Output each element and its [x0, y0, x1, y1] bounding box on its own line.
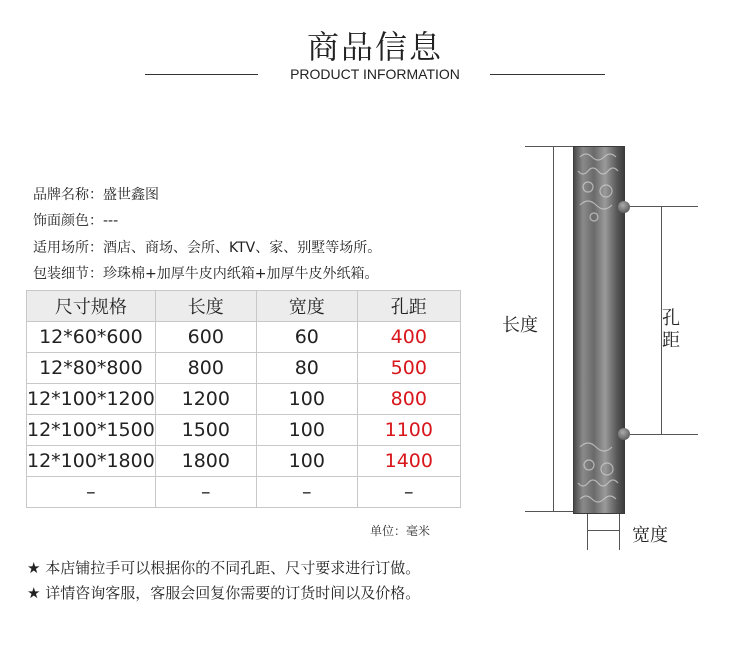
cell-length: 1800 [155, 446, 256, 477]
note-customization: ★ 本店铺拉手可以根据你的不同孔距、尺寸要求进行订做。 [27, 559, 421, 577]
width-right-tick [619, 514, 620, 550]
cell-length: 800 [155, 353, 256, 384]
note-contact: ★ 详情咨询客服，客服会回复你需要的订货时间以及价格。 [27, 584, 421, 602]
cell-hole-distance: 500 [357, 353, 460, 384]
info-packaging-value: 珍珠棉+加厚牛皮内纸箱+加厚牛皮外纸箱。 [103, 266, 379, 282]
info-brand-value: 盛世鑫图 [103, 187, 159, 203]
unit-note: 单位：毫米 [370, 524, 431, 538]
table-row [27, 446, 461, 477]
length-bottom-tick [525, 511, 573, 512]
info-venues-value: 酒店、商场、会所、KTV、家、别墅等场所。 [103, 240, 382, 256]
info-packaging-label: 包装细节： [33, 266, 103, 282]
table-row [27, 322, 461, 353]
table-header-row [27, 291, 461, 322]
cell-size: 12*100*1800 [27, 446, 156, 477]
table-row [27, 384, 461, 415]
cell-width: 80 [256, 353, 357, 384]
cell-length: 1200 [155, 384, 256, 415]
header-size: 尺寸规格 [27, 291, 156, 322]
info-packaging [33, 263, 378, 283]
cell-hole-distance: 800 [357, 384, 460, 415]
length-top-tick [525, 146, 573, 147]
cell-size: 12*60*600 [27, 322, 156, 353]
page-title: 商品信息 [306, 28, 443, 66]
info-brand-label: 品牌名称： [33, 187, 103, 203]
spec-table [26, 290, 461, 508]
hole-top-tick [630, 206, 698, 207]
cell-size: 12*100*1200 [27, 384, 156, 415]
header-width: 宽度 [256, 291, 357, 322]
hole-bottom-tick [630, 434, 698, 435]
cell-hole-distance: – [357, 477, 460, 508]
cell-size: 12*100*1500 [27, 415, 156, 446]
cell-length: 600 [155, 322, 256, 353]
top-screw-knob [618, 201, 630, 213]
info-venues [33, 237, 381, 257]
cell-size: – [27, 477, 156, 508]
page-subtitle: PRODUCT INFORMATION [290, 66, 460, 82]
info-finish-color-label: 饰面颜色： [33, 213, 103, 229]
cell-hole-distance: 1100 [357, 415, 460, 446]
subtitle-right-rule [490, 74, 605, 75]
cell-length: 1500 [155, 415, 256, 446]
bottom-screw-knob [618, 428, 630, 440]
cell-width: 100 [256, 415, 357, 446]
cell-size: 12*80*800 [27, 353, 156, 384]
width-dimension-line [587, 530, 619, 531]
info-finish-color [33, 210, 118, 230]
header-hole-distance: 孔距 [357, 291, 460, 322]
table-row [27, 353, 461, 384]
cell-length: – [155, 477, 256, 508]
info-finish-color-value: --- [103, 213, 119, 229]
info-venues-label: 适用场所： [33, 240, 103, 256]
hole-label-2: 距 [662, 330, 680, 351]
handle-image [573, 146, 625, 514]
width-label: 宽度 [632, 525, 668, 546]
cell-width: 60 [256, 322, 357, 353]
cell-hole-distance: 400 [357, 322, 460, 353]
length-label: 长度 [502, 315, 538, 336]
cell-width: – [256, 477, 357, 508]
length-dimension-line [553, 146, 554, 512]
cell-width: 100 [256, 384, 357, 415]
cell-hole-distance: 1400 [357, 446, 460, 477]
width-left-tick [587, 514, 588, 550]
table-row [27, 415, 461, 446]
table-row [27, 477, 461, 508]
cell-width: 100 [256, 446, 357, 477]
header-length: 长度 [155, 291, 256, 322]
hole-label-1: 孔 [662, 308, 680, 329]
info-brand [33, 184, 159, 204]
